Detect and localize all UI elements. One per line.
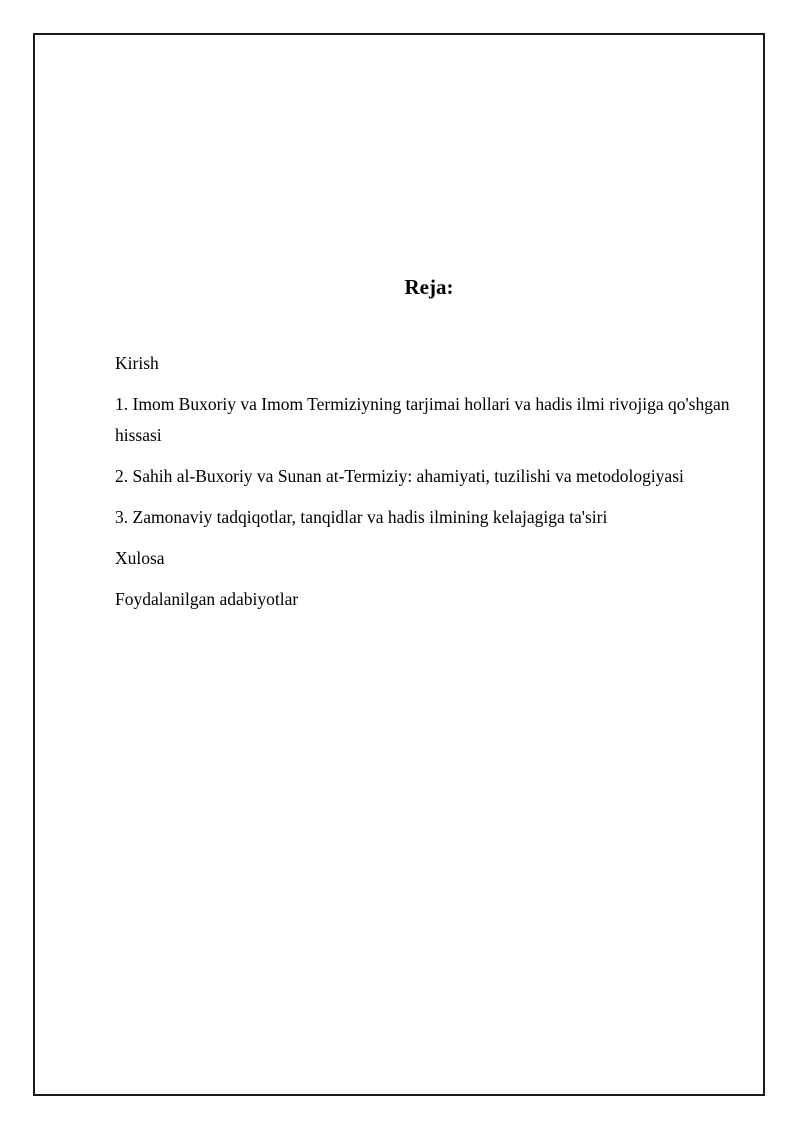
plan-item-introduction: Kirish: [115, 353, 159, 373]
plan-item-chapter-3: 3. Zamonaviy tadqiqotlar, tanqidlar va hadis ilmining kelajagiga ta'siri: [115, 507, 608, 527]
plan-item-chapter-2: 2. Sahih al-Buxoriy va Sunan at-Termiziy: ahamiyati, tuzilishi va metodologiyasi: [115, 466, 684, 486]
plan-list: [115, 348, 740, 625]
plan-item-references: Foydalanilgan adabiyotlar: [115, 589, 299, 609]
page-title: Reja:: [404, 275, 454, 299]
plan-item-conclusion: Xulosa: [115, 548, 165, 568]
plan-item-chapter-1: 1. Imom Buxoriy va Imom Termiziyning tarjimai hollari va hadis ilmi rivojiga qo'shgan hissasi: [115, 394, 730, 445]
